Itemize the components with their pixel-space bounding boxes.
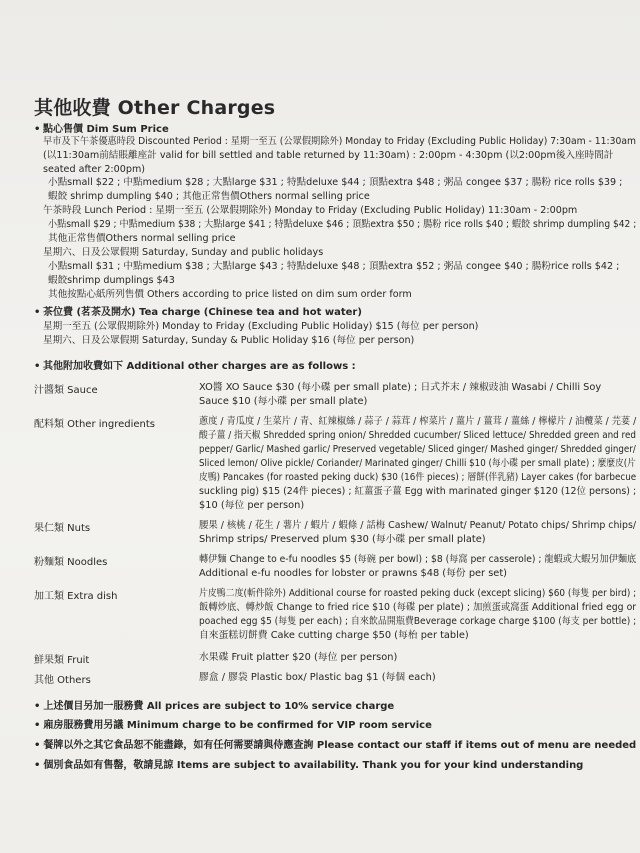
tea-line: 星期一至五 (公眾假期除外) Monday to Friday (Excluding Public Holiday) $15 (每位 per person): [43, 321, 479, 332]
dim-sum-line: 其他按點心紙所列售價 Others according to price listed on dim sum order form: [48, 289, 412, 300]
nuts-label: 果仁類 Nuts: [34, 523, 91, 534]
menu-items-note: • 餐牌以外之其它食品恕不能盡錄，如有任何需要請與侍應查詢 Please contact our staff if items out of menu are needed: [34, 736, 636, 751]
ingredients-line: $10 (每位 per person): [199, 500, 305, 511]
noodles-label: 粉麵類 Noodles: [34, 557, 108, 568]
dim-sum-line: 小點small $22 ; 中點medium $28 ; 大點large $31 ; 特點deluxe $44 ; 頂點extra $48 ; 粥品 congee $37 ; 腸粉 rice rolls $39 ;: [48, 177, 623, 188]
others-line: 膠盒 / 膠袋 Plastic box/ Plastic bag $1 (每個 each): [199, 672, 436, 683]
nuts-line: 腰果 / 核桃 / 花生 / 薯片 / 蝦片 / 蝦條 / 話梅 Cashew/ Walnut/ Peanut/ Potato chips/ Shrimp chips/: [199, 520, 637, 531]
dim-sum-heading: • 點心售價 Dim Sum Price: [43, 124, 169, 136]
dim-sum-line: seated after 2:00pm): [43, 164, 146, 175]
service-charge-note: • 上述價目另加一服務費 All prices are subject to 10% service charge: [34, 697, 394, 712]
dim-sum-line: 小點small $31 ; 中點medium $38 ; 大點large $43 ; 特點deluxe $48 ; 頂點extra $52 ; 粥品 congee $40 ; 腸粉rice rolls $42 ;: [48, 261, 620, 272]
tea-line: 星期六、日及公眾假期 Saturday, Sunday & Public Holiday $16 (每位 per person): [43, 335, 415, 346]
dim-sum-line: 其他正常售價Others normal selling price: [48, 233, 236, 244]
nuts-line: Shrimp strips/ Preserved plum $30 (每小碟 per small plate): [199, 534, 486, 545]
availability-note: • 個別食品如有售罄，敬請見諒 Items are subject to availability. Thank you for your kind understanding: [34, 756, 583, 771]
ingredients-label: 配料類 Other ingredients: [34, 419, 156, 430]
fruit-label: 鮮果類 Fruit: [34, 655, 90, 666]
others-label: 其他 Others: [34, 675, 91, 686]
dim-sum-line: (以11:30am前結賬離座計 valid for bill settled and table returned by 11:30am) : 2:00pm - 4:30pm (以2:00pm後入座時間計: [43, 150, 614, 161]
ingredients-line: 酸子薑 / 指天椒 Shredded spring onion/ Shredded cucumber/ Sliced lettuce/ Shredded green and red: [199, 430, 636, 441]
ingredients-line: 蔥度 / 青瓜度 / 生菜片 / 青、紅辣椒絲 / 蒜子 / 蒜茸 / 榨菜片 / 薑片 / 薑茸 / 薑絲 / 檸檬片 / 油欖菜 / 芫荽 /: [199, 416, 637, 427]
extra-dish-line: 自來蛋糕切餅費 Cake cutting charge $50 (每枱 per table): [199, 630, 469, 641]
dim-sum-line: 蝦餃shrimp dumplings $43: [48, 275, 175, 286]
dim-sum-line: 小點small $29 ; 中點medium $38 ; 大點large $41 ; 特點deluxe $46 ; 頂點extra $50 ; 腸粉 rice rolls $40 ; 蝦餃 shrimp dumpling $42 ;: [48, 219, 637, 230]
noodles-line: Additional e-fu noodles for lobster or prawns $48 (每份 per set): [199, 568, 507, 579]
dim-sum-line: 蝦餃 shrimp dumpling $40 ; 其他正常售價Others normal selling price: [48, 191, 370, 202]
sauce-line: Sauce $10 (每小碟 per small plate): [199, 396, 368, 407]
sauce-label: 汁醬類 Sauce: [34, 385, 98, 396]
ingredients-line: suckling pig) $15 (24件 pieces) ; 紅薑蛋子薑 Egg with marinated ginger $120 (12位 persons) ;: [199, 486, 637, 497]
vip-room-note: • 廂房服務費用另議 Minimum charge to be confirmed for VIP room service: [34, 716, 432, 731]
tea-heading: • 茶位費 (茗茶及開水) Tea charge (Chinese tea and hot water): [43, 307, 362, 319]
additional-heading: • 其他附加收費如下 Additional other charges are as follows :: [43, 361, 356, 373]
dim-sum-line: 午茶時段 Lunch Period : 星期一至五 (公眾假期除外) Monday to Friday (Excluding Public Holiday) 11:30am - 2:00pm: [43, 205, 578, 216]
fruit-line: 水果碟 Fruit platter $20 (每位 per person): [199, 652, 398, 663]
sauce-line: XO醬 XO Sauce $30 (每小碟 per small plate) ; 日式芥末 / 辣椒豉油 Wasabi / Chilli Soy: [199, 382, 602, 393]
page-title: 其他收費 Other Charges: [34, 97, 276, 119]
extra-dish-label: 加工類 Extra dish: [34, 591, 118, 602]
ingredients-line: Sliced lemon/ Olive pickle/ Coriander/ Marinated ginger/ Chilli $10 (每小碟 per small plate) ; 麼麼皮(片: [199, 458, 636, 469]
dim-sum-line: 星期六、日及公眾假期 Saturday, Sunday and public holidays: [43, 247, 324, 258]
ingredients-line: 皮鴨) Pancakes (for roasted peking duck) $30 (16件 pieces) ; 層餅(伴乳豬) Layer cakes (for barbecue: [199, 472, 637, 483]
extra-dish-line: poached egg $5 (每隻 per each) ; 自來飲品開瓶費Beverage corkage charge $100 (每支 per bottle) ;: [199, 616, 637, 627]
ingredients-line: pepper/ Garlic/ Mashed garlic/ Preserved vegetable/ Sliced ginger/ Mashed ginger/ Shredded ginger/: [199, 444, 636, 455]
noodles-line: 轉伊麵 Change to e-fu noodles $5 (每碗 per bowl) ; $8 (每窩 per casserole) ; 龍蝦或大蝦另加伊麵底: [199, 554, 637, 565]
extra-dish-line: 飯轉炒底、轉炒飯 Change to fried rice $10 (每碟 per plate) ; 加煎蛋或窩蛋 Additional fried egg or: [199, 602, 637, 613]
extra-dish-line: 片皮鴨二度(斬件除外) Additional course for roasted peking duck (except slicing) $60 (每隻 per bird) ;: [199, 588, 637, 599]
dim-sum-line: 早市及下午茶優惠時段 Discounted Period : 星期一至五 (公眾假期除外) Monday to Friday (Excluding Public Holiday) 7:30am - 11:30am: [43, 136, 636, 147]
